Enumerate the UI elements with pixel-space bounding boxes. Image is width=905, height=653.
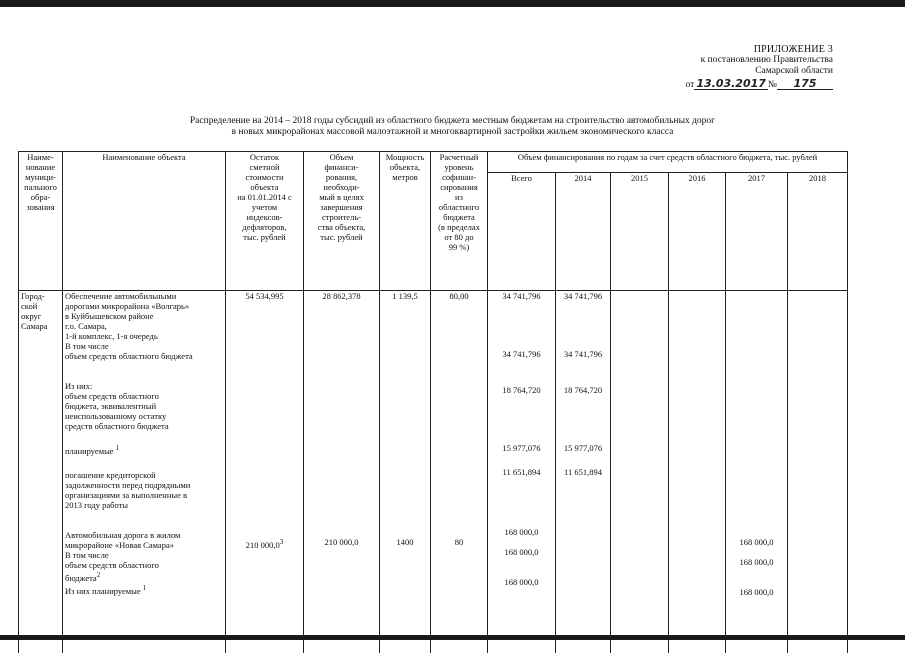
cell-volume <box>304 291 380 653</box>
cell-remaining <box>226 291 304 653</box>
obj1-cofinance: 80,00 <box>449 291 469 301</box>
cell-2017 <box>726 291 788 653</box>
obj2-capacity: 1400 <box>396 537 414 547</box>
number-prefix: № <box>767 80 777 90</box>
cell-municipality: Город- ской округ Самара <box>19 291 63 653</box>
obj1-including-total: 34 741,796 <box>502 349 541 359</box>
obj2-name: Автомобильная дорога в жилом микрорайоне «Новая Самара» <box>65 529 181 550</box>
header-2016: 2016 <box>669 173 726 291</box>
obj1-planned <box>65 443 223 456</box>
header-municipality: Наиме- нование муници- пального обра- зования <box>19 152 63 291</box>
cell-total <box>488 291 556 653</box>
table-row <box>19 291 848 653</box>
obj1-2014: 34 741,796 <box>563 291 603 301</box>
title-line1: Распределение на 2014 – 2018 годы субсидий из областного бюджета местным бюджетам на строительство автомобильных дорог <box>189 116 716 126</box>
document-title <box>40 116 865 138</box>
obj1-including-2014: 34 741,796 <box>563 349 603 359</box>
header-2017: 2017 <box>726 173 788 291</box>
appendix-title: ПРИЛОЖЕНИЕ 3 <box>753 44 833 55</box>
obj1-of-which-2014: 18 764,720 <box>563 385 603 395</box>
obj1-debt: погашение кредиторской задолженности перед подрядными организациями за выполненные в 2013 году работы <box>65 469 191 510</box>
obj2-planned-total: 168 000,0 <box>504 577 539 587</box>
obj1-of-which-total: 18 764,720 <box>502 385 541 395</box>
appendix-header <box>686 44 833 91</box>
header-2015: 2015 <box>611 173 669 291</box>
obj2-cofinance: 80 <box>454 537 464 547</box>
header-financing-by-year: Объем финансирования по годам за счет средств областного бюджета, тыс. рублей <box>488 152 848 173</box>
cell-2014 <box>556 291 611 653</box>
obj2-remaining <box>228 537 301 550</box>
header-remaining-cost: Остаток сметной стоимости объекта на 01.01.2014 с учетом индексов- дефляторов, тыс. рублей <box>226 152 304 291</box>
header-cofinance-level: Расчетный уровень софинан- сирования из областного бюджета (в пределах от 80 до 99 %) <box>431 152 488 291</box>
subsidy-table <box>18 151 848 653</box>
header-financing-volume: Объем финанси- рования, необходи- мый в целях завершения строитель- ства объекта, тыс. рублей <box>304 152 380 291</box>
handwritten-number: 175 <box>777 78 833 90</box>
obj1-planned-total: 15 977,076 <box>502 443 541 453</box>
bottom-border-bar <box>0 635 905 640</box>
cell-2018 <box>788 291 848 653</box>
header-2018: 2018 <box>788 173 848 291</box>
cell-object-names <box>63 291 226 653</box>
appendix-line2: Самарской области <box>755 66 833 76</box>
obj2-including-text: В том числе объем средств областного бюджета <box>65 549 159 583</box>
appendix-line1: к постановлению Правительства <box>700 55 833 65</box>
appendix-date-line <box>686 78 833 91</box>
obj1-volume: 28 862,378 <box>322 291 361 301</box>
cell-cofinance <box>431 291 488 653</box>
obj1-capacity: 1 139,5 <box>392 291 418 301</box>
footnote-mark: 1 <box>115 444 120 452</box>
obj2-planned-2017: 168 000,0 <box>739 587 774 597</box>
obj1-planned-2014: 15 977,076 <box>563 443 603 453</box>
cell-2016 <box>669 291 726 653</box>
obj2-including <box>65 550 223 583</box>
obj2-planned <box>65 583 223 596</box>
obj1-total: 34 741,796 <box>502 291 541 301</box>
date-prefix: от <box>685 80 695 90</box>
obj1-including: В том числе объем средств областного бюджета <box>65 341 193 361</box>
footnote-mark: 1 <box>142 583 147 592</box>
title-line2: в новых микрорайонах массовой малоэтажной и многоквартирной застройки жильем экономического класса <box>231 127 674 137</box>
header-object: Наименование объекта <box>63 152 226 291</box>
obj2-total: 168 000,0 <box>504 527 539 537</box>
handwritten-date: 13.03.2017 <box>696 77 766 90</box>
table-header-row <box>19 152 848 173</box>
footnote-mark: 3 <box>279 538 284 546</box>
header-2014: 2014 <box>556 173 611 291</box>
cell-capacity <box>380 291 431 653</box>
obj2-volume: 210 000,0 <box>324 537 359 547</box>
top-border-bar <box>0 0 905 7</box>
obj1-remaining: 54 534,995 <box>245 291 284 301</box>
obj1-planned-text: планируемые <box>65 445 114 456</box>
obj1-name: Обеспечение автомобильными дорогами микрорайона «Волгарь» в Куйбышевском районе г.о. Самара, 1-й комплекс, 1-я очередь <box>65 291 190 341</box>
obj2-remaining-text: 210 000,0 <box>245 539 280 550</box>
obj1-debt-2014: 11 651,894 <box>564 467 602 477</box>
obj2-including-2017: 168 000,0 <box>739 557 774 567</box>
obj2-planned-text: Из них планируемые <box>65 585 141 596</box>
header-capacity: Мощность объекта, метров <box>380 152 431 291</box>
obj1-debt-total: 11 651,894 <box>502 467 541 477</box>
header-total: Всего <box>488 173 556 291</box>
obj2-including-total: 168 000,0 <box>504 547 539 557</box>
footnote-mark: 2 <box>96 570 101 579</box>
obj2-2017: 168 000,0 <box>739 537 774 547</box>
obj1-of-which: Из них: объем средств областного бюджета, эквивалентный неиспользованному остатку средств областного бюджета <box>65 381 169 431</box>
cell-2015 <box>611 291 669 653</box>
